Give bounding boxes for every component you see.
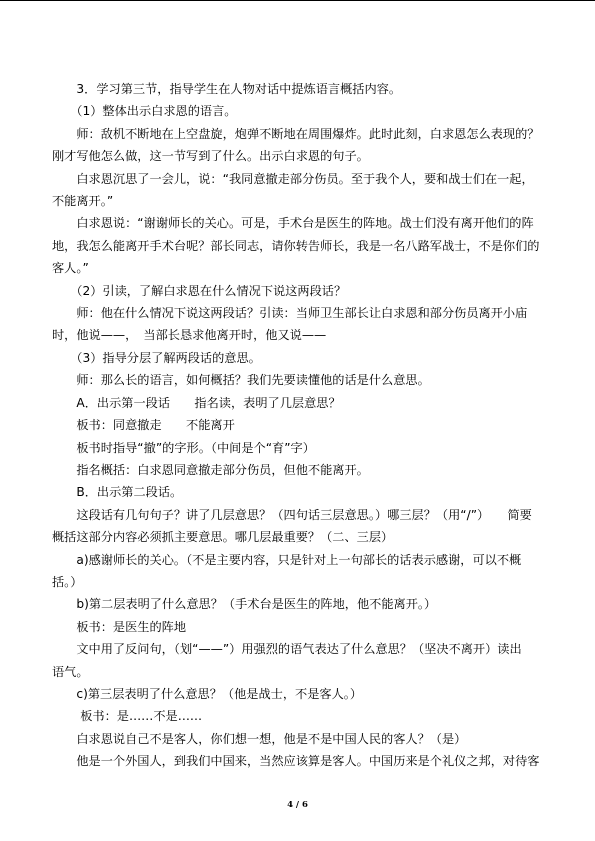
text-line: 师：敌机不断地在上空盘旋，炮弹不断地在周围爆炸。此时此刻，白求恩怎么表现的？: [52, 126, 540, 141]
text-line: 指名概括：白求恩同意撤走部分伤员，但他不能离开。: [52, 462, 369, 477]
text-line: 地，我怎么能离开手术台呢？部长同志，请你转告师长，我是一名八路军战士，不是你们的: [52, 238, 540, 253]
text-line: 白求恩沉思了一会儿，说：“我同意撤走部分伤员。至于我个人，要和战士们在一起，: [52, 171, 534, 186]
text-line: 板书时指导“撤”的字形。（中间是个“育”字）: [52, 440, 315, 455]
text-line: 白求恩说自己不是客人，你们想一想，他是不是中国人民的客人？（是）: [52, 731, 467, 746]
text-line: 这段话有几句句子？讲了几层意思？（四句话三层意思。）哪三层？（用“/”） 简要: [52, 507, 532, 522]
text-line: a)感谢师长的关心。（不是主要内容，只是针对上一句部长的话表示感谢，可以不概: [52, 552, 522, 567]
text-line: 他是一个外国人，到我们中国来，当然应该算是客人。中国历来是个礼仪之邦，对待客: [52, 754, 540, 769]
text-line: 师：那么长的语言，如何概括？我们先要读懂他的话是什么意思。: [52, 373, 430, 388]
text-line: A．出示第一段话 指名读，表明了几层意思？: [52, 395, 341, 410]
text-line: 括。）: [52, 574, 83, 589]
text-line: 板书：是……不是……: [52, 709, 203, 724]
text-line: 客人。”: [52, 261, 89, 276]
text-line: 概括这部分内容必须抓主要意思。哪几层最重要？（二、三层）: [52, 530, 394, 545]
text-line: （1）整体出示白求恩的语言。: [52, 104, 237, 119]
text-line: B．出示第二段话。: [52, 485, 183, 500]
text-line: 3．学习第三节，指导学生在人物对话中提炼语言概括内容。: [52, 82, 402, 96]
text-line: 不能离开。”: [52, 194, 114, 209]
page-number: 4 / 6: [287, 800, 308, 810]
header-rule: [0, 0, 595, 1]
text-line: c)第三层表明了什么意思？（他是战士，不是客人。）: [52, 686, 363, 701]
text-line: （3）指导分层了解两段话的意思。: [52, 350, 261, 365]
text-line: 语气。: [52, 664, 89, 679]
text-line: 师：他在什么情况下说这两段话？引读：当师卫生部长让白求恩和部分伤员离开小庙: [52, 306, 528, 321]
text-line: 时，他说——， 当部长恳求他离开时，他又说——: [52, 328, 327, 343]
text-line: 板书：是医生的阵地: [52, 619, 187, 634]
text-line: b)第二层表明了什么意思？（手术台是医生的阵地，他不能离开。）: [52, 597, 437, 612]
document-body: [52, 78, 542, 773]
text-line: 板书：同意撤走 不能离开: [52, 418, 235, 433]
text-line: 白求恩说：“谢谢师长的关心。可是，手术台是医生的阵地。战士们没有离开他们的阵: [52, 216, 534, 231]
text-line: 刚才写他怎么做，这一节写到了什么。出示白求恩的句子。: [52, 149, 369, 164]
text-line: 文中用了反问句，（划“——”）用强烈的语气表达了什么意思？（坚决不离开）读出: [52, 642, 522, 657]
text-line: （2）引读，了解白求恩在什么情况下说这两段话？: [52, 283, 347, 298]
